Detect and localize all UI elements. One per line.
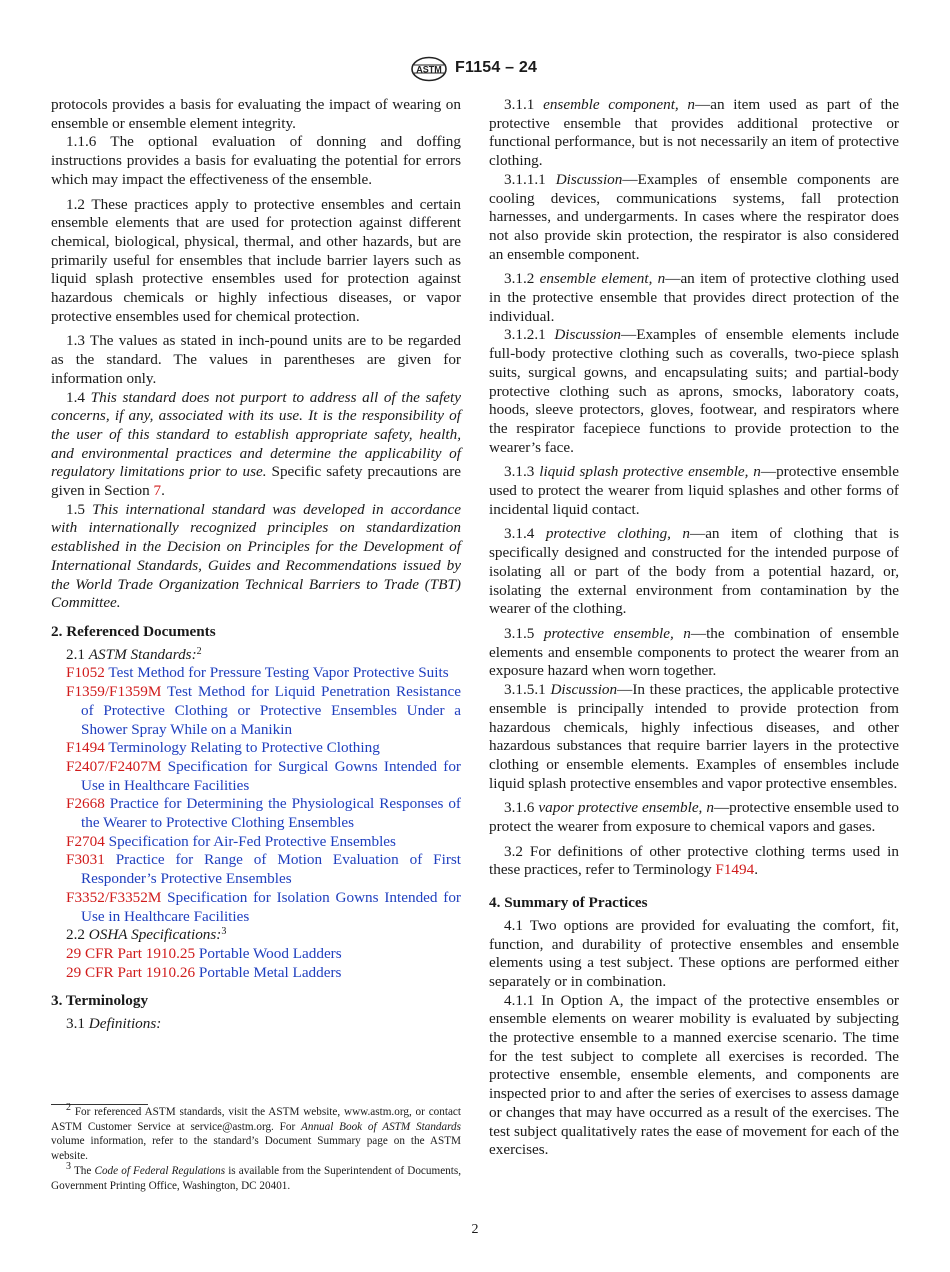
discussion-label: Discussion [555, 170, 623, 188]
reference-title[interactable]: Practice for Determining the Physiological Responses of the Wearer to Protective Clothing Ensembles [81, 795, 461, 832]
international-standard-text: This international standard was developed in accordance with internationally recognized principles on standardization established in the Decision on Principles for the Development of International Standards, Guides and Recommendations issued by the World Trade Organization Technical Barriers to Trade (TBT) Committee. [51, 500, 462, 612]
defined-term: protective ensemble, n [543, 624, 691, 642]
osha-specifications-label: OSHA Specifications: [88, 926, 222, 944]
reference-item[interactable] [51, 833, 461, 852]
safety-text: Specific safety precautions are given in Section [51, 463, 461, 500]
reference-item[interactable] [51, 851, 461, 888]
paragraph-3-1 [51, 1015, 461, 1034]
reference-code[interactable]: F2407/F2407M [66, 757, 162, 775]
section-2-heading: 2. Referenced Documents [51, 622, 216, 640]
footnote-italic: Annual Book of ASTM Standards [301, 1120, 461, 1133]
paragraph-1-1-5-continued: protocols provides a basis for evaluating the impact of wearing on ensemble or ensemble element integrity. [51, 96, 461, 132]
footnote-text: The [73, 1164, 92, 1177]
section-number: 3.1.5.1 [504, 681, 546, 699]
section-number: 3.1.3 [504, 463, 535, 481]
reference-item[interactable] [51, 945, 461, 964]
section-number: 1.5 [66, 500, 85, 518]
footnote-ref-2[interactable]: 2 [196, 645, 202, 657]
reference-item[interactable] [51, 664, 461, 683]
footnote-text: volume information, refer to the standard’s Document Summary page on the ASTM website. [51, 1135, 461, 1163]
reference-item[interactable] [51, 964, 461, 983]
left-column [51, 96, 461, 1034]
footnote-mark: 2 [66, 1102, 71, 1113]
definition-text: —the combination of ensemble elements and ensemble components to protect the wearer from an exposure hazard when worn together. [489, 624, 900, 680]
reference-title[interactable]: Specification for Air-Fed Protective Ensembles [108, 832, 396, 850]
defined-term: ensemble component, n [543, 96, 696, 113]
discussion-label: Discussion [554, 326, 621, 344]
reference-title[interactable]: Practice for Range of Motion Evaluation of First Responder’s Protective Ensembles [81, 851, 462, 888]
discussion-3-1-1-1 [489, 171, 899, 265]
reference-title[interactable]: Specification for Isolation Gowns Intended for Use in Healthcare Facilities [81, 888, 461, 925]
paragraph-2-1 [51, 646, 461, 665]
footnote-text: is available from the Superintendent of Documents, Government Printing Office, Washington, DC 20401. [51, 1164, 462, 1192]
definition-text: —protective ensemble used to protect the wearer from exposure to chemical vapors and gases. [489, 799, 899, 836]
reference-item[interactable] [51, 739, 461, 758]
reference-title[interactable]: Test Method for Liquid Penetration Resistance of Protective Clothing or Protective Ensembles Under a Shower Spray While on a Manikin [81, 683, 461, 738]
footnote-italic: Code of Federal Regulations [94, 1164, 226, 1177]
defined-term: ensemble element, n [539, 270, 666, 288]
definition-3-1-3 [489, 463, 899, 519]
reference-code[interactable]: 29 CFR Part 1910.25 [66, 944, 196, 962]
astm-logo [410, 56, 448, 82]
right-column [489, 96, 899, 1160]
paragraph-2-2 [51, 926, 461, 945]
discussion-label: Discussion [550, 681, 618, 699]
reference-title[interactable]: Portable Wood Ladders [198, 944, 342, 962]
definition-3-1-1 [489, 96, 899, 171]
section-number: 3.1.4 [504, 525, 535, 543]
footnotes [51, 1102, 462, 1193]
logo-text: ASTM [416, 64, 442, 75]
definition-3-1-6 [489, 799, 899, 836]
discussion-3-1-5-1 [489, 681, 899, 793]
defined-term: protective clothing, n [545, 525, 690, 543]
astm-reference-list [51, 664, 461, 926]
paragraph-3-2 [489, 843, 899, 880]
paragraph-4-1-1: 4.1.1 In Option A, the impact of the protective ensembles or ensemble elements on wearer mobility is evaluated by subjecting the protective ensemble to a manned exercise scenario. The time for the test subject to complete all exercises is recorded. The protective ensemble, ensemble elements, and components are inspected prior to and after the series of exercises to assess damage or changes that may have occurred as a result of the exercises. The test subject qualitatively rates the ease of movement for each of the exercises. [489, 991, 899, 1159]
definition-text: —an item of protective clothing used in the protective ensemble that provides direct protection of the individual. [489, 270, 899, 325]
definition-text: —an item used as part of the protective ensemble that provides additional protective or functional performance, but is not necessarily an item of protective clothing. [489, 96, 900, 170]
reference-code[interactable]: 29 CFR Part 1910.26 [66, 963, 196, 981]
paragraph-1-1-6: 1.1.6 The optional evaluation of donning and doffing instructions provides a basis for evaluating the potential for errors which may impact the effectiveness of the ensemble. [51, 133, 461, 188]
section-7-link[interactable]: 7 [153, 482, 162, 500]
reference-code[interactable]: F3031 [66, 851, 105, 869]
reference-code[interactable]: F1359/F1359M [66, 683, 162, 701]
reference-code[interactable]: F3352/F3352M [66, 888, 162, 906]
definition-text: —an item of clothing that is specifically designed and constructed for the intended purpose of isolating all or part of the body from a potential hazard, or, isolating the external environment from contamination by the wearer of the clothing. [489, 525, 899, 618]
section-4-heading: 4. Summary of Practices [489, 894, 648, 912]
section-number: 3.1 [66, 1015, 85, 1033]
osha-reference-list [51, 945, 461, 982]
period: . [161, 482, 165, 500]
section-number: 3.1.2 [504, 270, 535, 288]
period: . [754, 861, 759, 879]
reference-item[interactable] [51, 889, 461, 926]
section-3-heading: 3. Terminology [51, 992, 149, 1010]
footnote-3 [51, 1160, 462, 1193]
defined-term: liquid splash protective ensemble, n [539, 463, 761, 481]
section-number: 3.1.1 [504, 96, 535, 113]
discussion-3-1-2-1 [489, 326, 899, 457]
discussion-text: —Examples of ensemble components are cooling devices, communications systems, fall protection harnesses, and undergarments. In cases where the respirator does not also provide skin protection, the respirator is also considered an ensemble component. [489, 170, 900, 263]
section-number: 3.1.2.1 [504, 326, 546, 344]
reference-title[interactable]: Test Method for Pressure Testing Vapor Protective Suits [108, 664, 449, 682]
reference-item[interactable] [51, 795, 461, 832]
section-number: 1.4 [66, 388, 85, 406]
page-number: 2 [471, 1222, 479, 1237]
footnote-2 [51, 1102, 461, 1164]
section-number: 3.1.5 [504, 624, 535, 642]
paragraph-4-1: 4.1 Two options are provided for evaluating the comfort, fit, function, and durability of protective ensembles and ensemble elements using a test subject. These options are performed either separately or in combination. [489, 916, 899, 990]
paragraph-1-5 [51, 501, 461, 613]
disclaimer-text: This standard does not purport to address all of the safety concerns, if any, associated with its use. It is the responsibility of the user of this standard to establish appropriate safety, health, and environmental practices and determine the applicability of regulatory limitations prior to use. [51, 388, 462, 481]
definition-text: —protective ensemble used to protect the wearer from liquid splashes and other forms of incidental liquid contact. [489, 463, 899, 518]
f1494-link[interactable]: F1494 [715, 861, 755, 879]
paragraph-1-3: 1.3 The values as stated in inch-pound units are to be regarded as the standard. The values in parentheses are given for information only. [51, 332, 461, 387]
reference-title[interactable]: Portable Metal Ladders [198, 963, 342, 981]
reference-title[interactable]: Terminology Relating to Protective Clothing [108, 739, 380, 757]
page-header [0, 56, 950, 84]
paragraph-text: 3.2 For definitions of other protective clothing terms used in these practices, refer to Terminology [489, 842, 899, 879]
discussion-text: —Examples of ensemble elements include full-body protective clothing such as coveralls, two-piece splash suits, surgical gowns, and encapsulating suits; and partial-body protective clothing such as aprons, smocks, laboratory coats, hoods, sleeve protectors, gloves, footwear, and respirators where the respirator facepiece functions to provide protection to the wearer’s face. [489, 326, 900, 456]
definitions-label: Definitions: [88, 1015, 162, 1033]
astm-standards-label: ASTM Standards: [88, 645, 197, 663]
reference-item[interactable] [51, 683, 461, 739]
definition-3-1-5 [489, 625, 899, 681]
discussion-text: —In these practices, the applicable protective ensemble is principally intended to provide protection from hazardous chemicals, highly infectious diseases, and other hazardous substances that require barrier layers in the protective clothing or ensemble elements. Examples of ensembles include liquid splash protective ensembles and vapor protective ensembles. [489, 681, 900, 792]
footnote-ref-3[interactable]: 3 [221, 926, 227, 938]
section-number: 3.1.1.1 [504, 170, 546, 188]
definition-3-1-4 [489, 525, 899, 619]
reference-code[interactable]: F1052 [66, 664, 105, 682]
footnote-text: For referenced ASTM standards, visit the ASTM website, www.astm.org, or contact ASTM Customer Service at service@astm.org. For [51, 1106, 461, 1133]
section-number: 2.1 [66, 645, 85, 663]
reference-code[interactable]: F2668 [66, 795, 105, 813]
reference-code[interactable]: F2704 [66, 832, 105, 850]
paragraph-1-2: 1.2 These practices apply to protective ensembles and certain ensemble elements that are used for protection against different chemical, biological, physical, thermal, and other hazards, but are primarily useful for ensembles that include barrier layers such as liquid splash protective ensembles used for protection against hazardous chemicals or highly infectious diseases, or vapor protective ensembles used for chemical protection. [51, 195, 461, 325]
footnote-mark: 3 [66, 1160, 71, 1172]
document-designation: F1154 – 24 [455, 59, 538, 76]
section-number: 2.2 [66, 926, 85, 944]
paragraph-1-4 [51, 389, 461, 501]
defined-term: vapor protective ensemble, n [538, 799, 714, 817]
reference-code[interactable]: F1494 [66, 739, 105, 757]
definition-3-1-2 [489, 270, 899, 326]
reference-item[interactable] [51, 758, 461, 795]
section-number: 3.1.6 [504, 799, 535, 817]
reference-title[interactable]: Specification for Surgical Gowns Intended for Use in Healthcare Facilities [81, 757, 461, 794]
